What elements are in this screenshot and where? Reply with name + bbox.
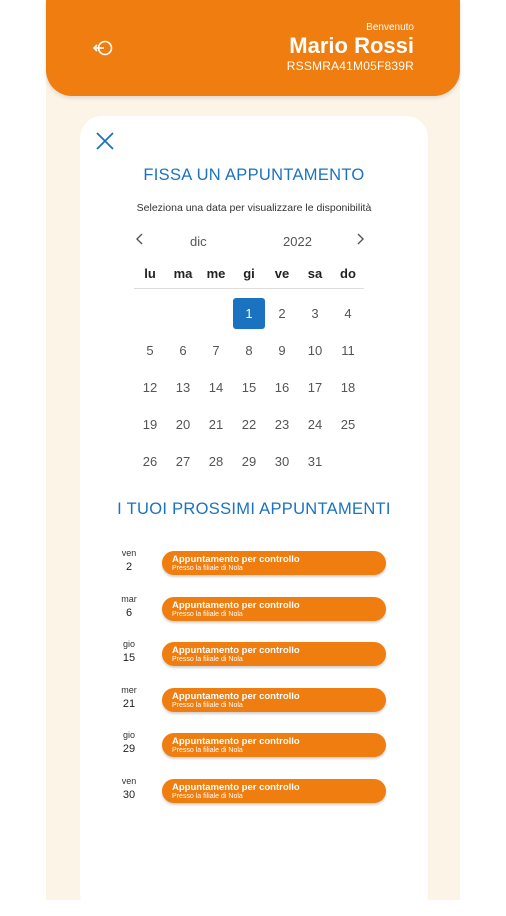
- calendar-day[interactable]: 25: [340, 417, 356, 432]
- weekday-label: ma: [173, 266, 193, 281]
- appointment-card[interactable]: [162, 733, 386, 757]
- year-label[interactable]: 2022: [283, 234, 312, 249]
- appointment-day: 2: [125, 561, 133, 573]
- logout-button[interactable]: [90, 36, 116, 60]
- upcoming-appointments-title: I TUOI PROSSIMI APPUNTAMENTI: [117, 500, 391, 518]
- appointment-item: [110, 639, 390, 669]
- calendar-day[interactable]: 3: [311, 306, 319, 321]
- appointment-day: 21: [122, 697, 136, 710]
- calendar-day[interactable]: 14: [208, 380, 224, 395]
- app-header: [46, 0, 460, 96]
- calendar-day[interactable]: 23: [274, 417, 290, 432]
- calendar-instructions: Seleziona una data per visualizzare le disponibilità: [136, 202, 372, 214]
- appointment-title: Appuntamento per controllo: [172, 690, 300, 702]
- calendar-day[interactable]: 18: [340, 380, 356, 395]
- calendar-day[interactable]: 22: [241, 417, 257, 432]
- welcome-label: Benvenuto: [366, 22, 414, 33]
- appointment-title: Appuntamento per controllo: [172, 736, 300, 747]
- next-month-button[interactable]: [355, 232, 365, 249]
- calendar-day[interactable]: 28: [208, 454, 224, 469]
- appointment-weekday: gio: [122, 639, 135, 649]
- appointment-item: [110, 685, 390, 715]
- appointment-card[interactable]: [162, 551, 386, 575]
- calendar-grid: [134, 298, 364, 478]
- calendar-day[interactable]: 5: [146, 343, 154, 358]
- weekday-label: me: [206, 266, 226, 281]
- appointment-day: 29: [122, 743, 136, 755]
- calendar-day[interactable]: 24: [307, 417, 323, 432]
- calendar-day[interactable]: 2: [278, 306, 286, 321]
- appointment-day: 15: [122, 652, 136, 664]
- appointment-location: Presso la filiale di Nola: [172, 792, 243, 800]
- calendar-day[interactable]: 29: [241, 454, 257, 469]
- calendar-day[interactable]: 12: [142, 380, 158, 395]
- calendar-day[interactable]: 16: [274, 380, 290, 395]
- calendar-day[interactable]: 13: [175, 380, 191, 395]
- appointment-item: [110, 594, 390, 624]
- appointment-item: [110, 548, 390, 578]
- weekday-label: sa: [307, 266, 323, 281]
- close-icon: [94, 130, 116, 152]
- close-button[interactable]: [94, 130, 116, 152]
- logout-icon: [91, 37, 115, 59]
- weekday-label: do: [340, 266, 356, 281]
- appointment-weekday: ven: [121, 775, 137, 786]
- calendar-day[interactable]: 8: [245, 343, 253, 358]
- calendar-day[interactable]: 27: [175, 454, 191, 469]
- appointment-location: Presso la filiale di Nola: [172, 565, 243, 572]
- weekday-header: [134, 266, 364, 289]
- calendar-day[interactable]: 21: [208, 417, 224, 432]
- appointment-location: Presso la filiale di Nola: [172, 701, 243, 709]
- weekday-label: ve: [274, 266, 290, 281]
- appointment-card[interactable]: [162, 779, 386, 803]
- appointment-day: 6: [125, 606, 133, 619]
- appointment-location: Presso la filiale di Nola: [172, 610, 243, 618]
- appointment-location: Presso la filiale di Nola: [172, 747, 243, 754]
- month-navigator: [135, 232, 365, 252]
- calendar-day[interactable]: 17: [307, 380, 323, 395]
- calendar-day[interactable]: 26: [142, 454, 158, 469]
- appointment-item: [110, 730, 390, 760]
- appointment-title: Appuntamento per controllo: [172, 781, 300, 793]
- appointment-title: Appuntamento per controllo: [172, 554, 300, 565]
- calendar-day[interactable]: 4: [344, 306, 352, 321]
- calendar-day[interactable]: 10: [307, 343, 323, 358]
- calendar-day-selected[interactable]: 1: [233, 298, 265, 329]
- appointment-location: Presso la filiale di Nola: [172, 656, 243, 663]
- weekday-label: lu: [144, 266, 156, 281]
- calendar-day[interactable]: 6: [179, 343, 187, 358]
- appointment-item: [110, 776, 390, 806]
- calendar-day[interactable]: 19: [142, 417, 158, 432]
- appointment-weekday: ven: [121, 548, 137, 558]
- page-title: FISSA UN APPUNTAMENTO: [143, 166, 365, 184]
- calendar-day[interactable]: 15: [241, 380, 257, 395]
- calendar-day[interactable]: 11: [341, 343, 355, 358]
- appointment-card[interactable]: [162, 688, 386, 712]
- appointment-day: 30: [122, 788, 136, 801]
- fiscal-code: RSSMRA41M05F839R: [286, 59, 414, 73]
- calendar-day[interactable]: 9: [278, 343, 286, 358]
- appointment-title: Appuntamento per controllo: [172, 599, 300, 611]
- month-label[interactable]: dic: [190, 234, 207, 249]
- user-name: Mario Rossi: [289, 33, 414, 58]
- appointment-weekday: mar: [121, 593, 137, 604]
- calendar-day[interactable]: 30: [274, 454, 290, 469]
- appointment-card[interactable]: [162, 642, 386, 666]
- chevron-left-icon: [135, 232, 145, 246]
- weekday-label: gi: [243, 266, 255, 281]
- previous-month-button[interactable]: [135, 232, 145, 249]
- calendar-day[interactable]: 31: [307, 454, 323, 469]
- calendar-day[interactable]: 20: [175, 417, 191, 432]
- user-info: [287, 22, 414, 74]
- calendar-day[interactable]: 7: [212, 343, 220, 358]
- appointment-title: Appuntamento per controllo: [172, 645, 300, 656]
- appointment-card[interactable]: [162, 597, 386, 621]
- appointment-modal: [80, 116, 428, 916]
- appointment-weekday: gio: [122, 730, 135, 740]
- appointment-weekday: mer: [121, 684, 137, 695]
- chevron-right-icon: [355, 232, 365, 246]
